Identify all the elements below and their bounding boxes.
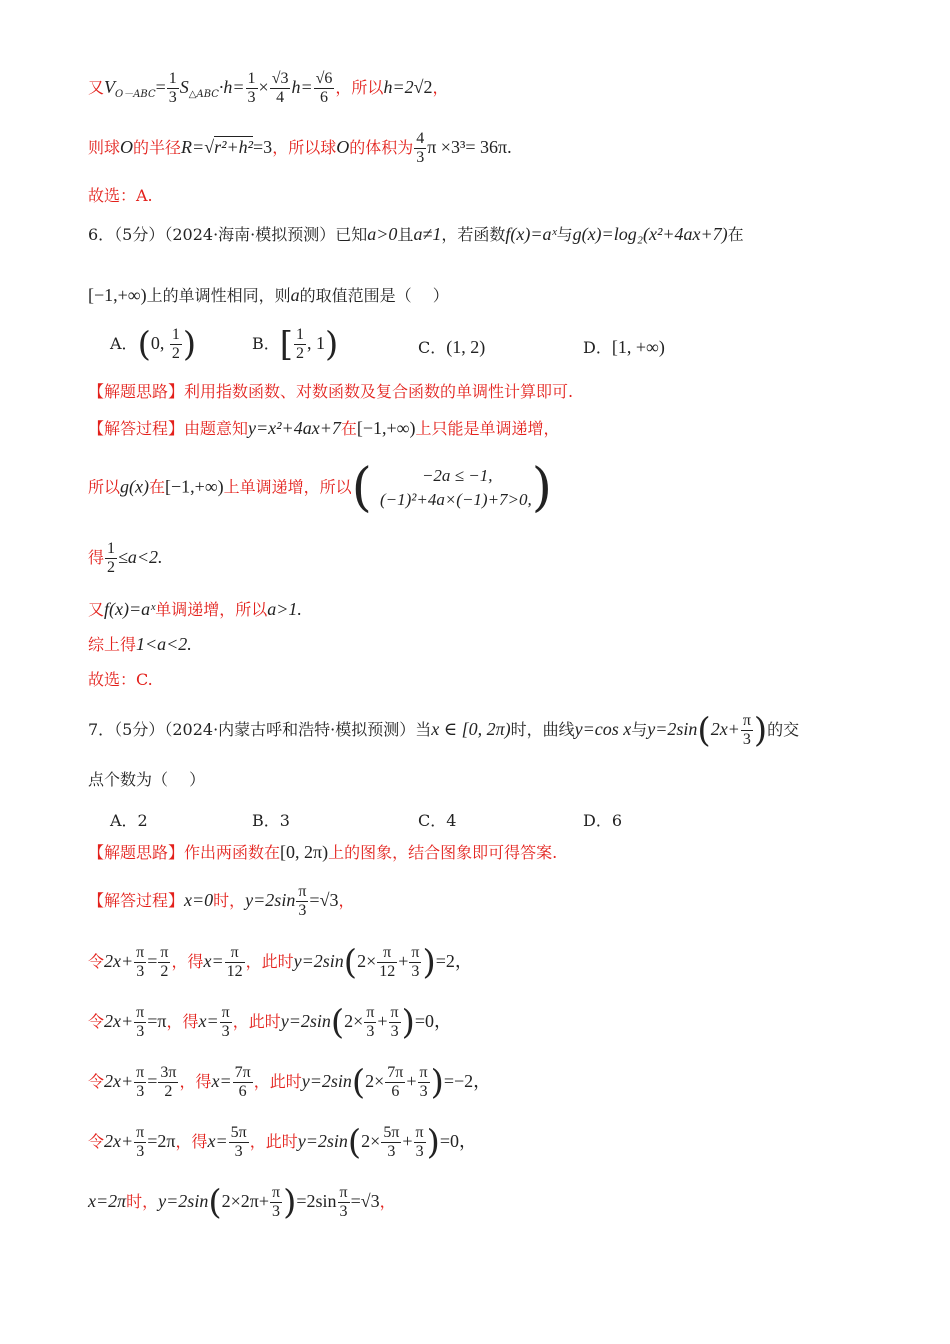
math: π ×3³= 36π. bbox=[427, 137, 512, 157]
q7-step-4: 令2x+ $\frac{\pi}{3}$ =2π，得x= $\frac{5\pi}{3}$ ，此时y=2sin(2× $\frac{5\pi}{3}$ + $\frac{\pi}{3}$ )=0， bbox=[88, 1122, 478, 1163]
fraction: $\frac{4}{3}$ bbox=[416, 130, 425, 166]
q6-summary: 综上得1<a<2. bbox=[88, 634, 192, 654]
q6-also: 又f(x)=aˣ单调递增，所以a>1. bbox=[88, 599, 302, 619]
choice-a[interactable]: A．(0, $\frac{1}{2}$ ) bbox=[110, 324, 197, 365]
q7-step-3: 令2x+ $\frac{\pi}{3}$ = $\frac{3\pi}{2}$ ，得x= $\frac{7\pi}{6}$ ，此时y=2sin(2× $\frac{7\pi}{6}$ + $\frac{\pi}{3}$ )=−2， bbox=[88, 1062, 492, 1103]
q7-idea: 【解题思路】作出两函数在[0, 2π)上的图象，结合图象即可得答案. bbox=[88, 842, 558, 862]
math: S bbox=[179, 77, 189, 97]
math-sub: O－ABC bbox=[115, 89, 156, 100]
math-sub: △ABC bbox=[188, 89, 219, 100]
choice-b[interactable]: B．3 bbox=[252, 811, 290, 830]
math: h=2 bbox=[383, 77, 414, 97]
line-volume: 又$V_{O-ABC}=$ $\frac{1}{3}$ $S_{\triangle ABC}\cdot h=$ $\frac{1}{3}$ × $\frac{√3}{4}$ h= $\frac{√6}{6}$ ，所以h=2√2， bbox=[88, 70, 449, 106]
q6-result: 得 $\frac{1}{2}$ ≤a<2. bbox=[88, 540, 163, 576]
text: ， bbox=[432, 78, 449, 97]
text: 的体积为 bbox=[349, 138, 414, 157]
question-6: 6．（5分）（2024·海南·模拟预测）已知a>0且a≠1，若函数f(x)=aˣ与g(x)=log₂(x²+4ax+7)在 bbox=[88, 224, 744, 244]
q7-step-5: x=2π时，y=2sin(2×2π+ $\frac{\pi}{3}$ )=2sin $\frac{\pi}{3}$ =√3， bbox=[88, 1182, 396, 1223]
fraction: $\frac{√3}{4}$ bbox=[271, 70, 289, 106]
math: = bbox=[155, 77, 166, 97]
question-7: 7．（5分）（2024·内蒙古呼和浩特·模拟预测）当x ∈ [0, 2π)时，曲线y=cos x与y=2sin(2x+ $\frac{\pi}{3}$ )的交 bbox=[88, 710, 800, 751]
math: h= bbox=[291, 77, 313, 97]
math: × bbox=[258, 77, 269, 97]
choice-b[interactable]: B．[ $\frac{1}{2}$ , 1) bbox=[252, 324, 339, 365]
math: O bbox=[120, 137, 134, 157]
math: r²+h² bbox=[214, 137, 254, 157]
choice-a[interactable]: A．2 bbox=[110, 811, 148, 830]
choice-d[interactable]: D．[1, +∞) bbox=[583, 337, 665, 357]
math: ·h= bbox=[218, 77, 245, 97]
math: =3 bbox=[253, 137, 273, 157]
math: R= bbox=[181, 137, 205, 157]
question-6-cont: [−1,+∞)上的单调性相同，则a的取值范围是（ ） bbox=[88, 285, 449, 305]
fraction: $\frac{1}{3}$ bbox=[168, 70, 177, 106]
question-7-cont: 点个数为（ ） bbox=[88, 770, 206, 789]
q6-idea: 【解题思路】利用指数函数、对数函数及复合函数的单调性计算即可. bbox=[88, 382, 574, 401]
q7-process: 【解答过程】x=0时，y=2sin $\frac{\pi}{3}$ =√3， bbox=[88, 883, 355, 919]
choice-c[interactable]: C．(1, 2) bbox=[418, 337, 486, 357]
q7-step-2: 令2x+ $\frac{\pi}{3}$ =π，得x= $\frac{\pi}{3}$ ，此时y=2sin(2× $\frac{\pi}{3}$ + $\frac{\pi}{3}$ )=0， bbox=[88, 1002, 453, 1043]
text: 又 bbox=[88, 78, 105, 97]
equation-system: −2a ≤ −1, (−1)²+4a×(−1)+7>0, bbox=[379, 466, 532, 509]
answer-q5: 故选：A. bbox=[88, 186, 153, 205]
choice-c[interactable]: C．4 bbox=[418, 811, 457, 830]
text: ，所以球 bbox=[272, 138, 337, 157]
fraction: $\frac{1}{3}$ bbox=[247, 70, 256, 106]
text: ，所以 bbox=[335, 78, 384, 97]
q7-step-1: 令2x+ $\frac{\pi}{3}$ = $\frac{\pi}{2}$ ，得x= $\frac{\pi}{12}$ ，此时y=2sin(2× $\frac{\pi}{12}$ + $\frac{\pi}{3}$ )=2， bbox=[88, 942, 473, 983]
choice-d[interactable]: D．6 bbox=[583, 811, 623, 830]
math-v: V bbox=[104, 77, 116, 97]
text: 的半径 bbox=[133, 138, 182, 157]
q6-process-2: 所以g(x)在[−1,+∞)上单调递增，所以( −2a ≤ −1, (−1)²+4a×(−1)+7>0, ) bbox=[88, 458, 553, 518]
answer-q6: 故选：C. bbox=[88, 670, 153, 689]
text: 则球 bbox=[88, 138, 121, 157]
fraction: $\frac{√6}{6}$ bbox=[315, 70, 333, 106]
q6-process: 【解答过程】由题意知y=x²+4ax+7在[−1,+∞)上只能是单调递增， bbox=[88, 418, 560, 438]
line-radius: 则球O的半径R=√r²+h²=3，所以球O的体积为 $\frac{4}{3}$ π ×3³= 36π. bbox=[88, 130, 512, 166]
